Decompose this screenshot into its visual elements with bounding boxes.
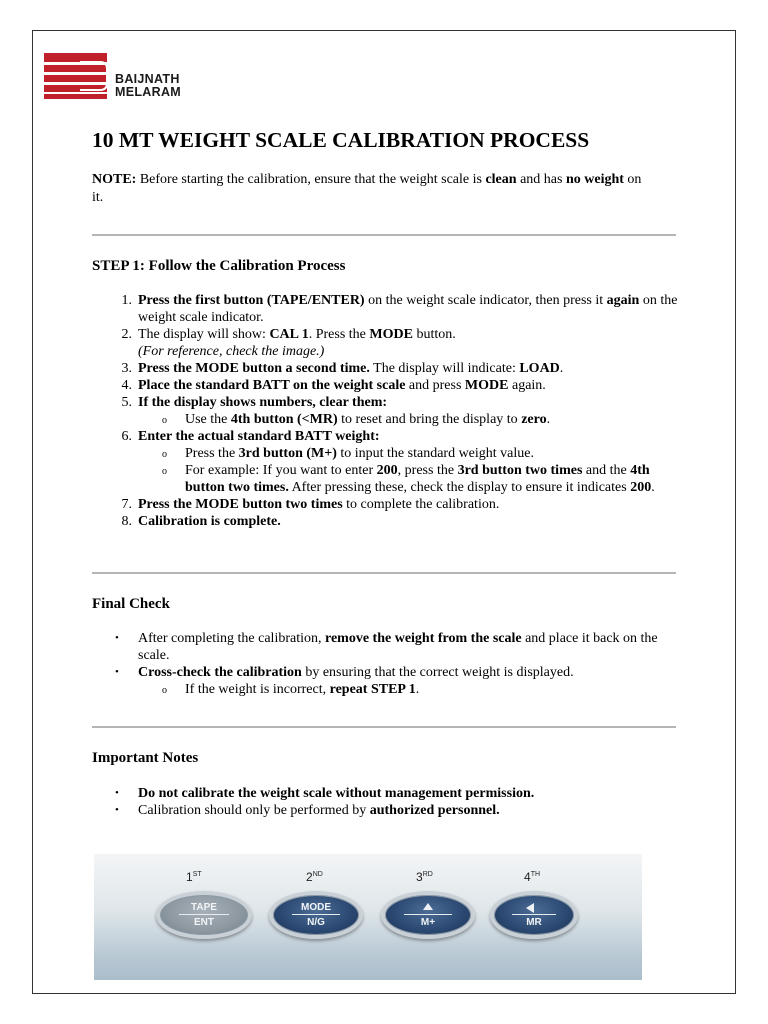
item-bold: Cross-check the calibration bbox=[138, 665, 302, 680]
item-bold: Press the MODE button two times bbox=[138, 497, 343, 512]
item-text: to complete the calibration. bbox=[342, 497, 500, 512]
item-bold: 4th button two times. bbox=[185, 463, 650, 495]
item-text: and place it back on the scale. bbox=[138, 631, 658, 663]
divider bbox=[92, 234, 676, 236]
sub-bullet: o bbox=[162, 685, 167, 696]
item-text: . Press the bbox=[308, 327, 370, 342]
final-check-heading: Final Check bbox=[92, 596, 170, 612]
item-bold: 200 bbox=[630, 480, 652, 495]
list-item bbox=[92, 513, 682, 530]
important-notes-heading: Important Notes bbox=[92, 750, 199, 766]
button-label-top: MODE bbox=[301, 902, 331, 913]
note-bold: clean bbox=[485, 172, 517, 187]
bullet: • bbox=[115, 787, 119, 799]
important-notes-list bbox=[92, 785, 682, 819]
item-text: . bbox=[415, 682, 420, 697]
item-bold: 200 bbox=[376, 463, 398, 478]
button-divider bbox=[292, 914, 340, 915]
item-text: . bbox=[651, 480, 655, 495]
item-bold: 3rd button (M+) bbox=[238, 446, 337, 461]
item-bold: MODE bbox=[464, 378, 509, 393]
item-text: to reset and bring the display to bbox=[337, 412, 522, 427]
item-bold: remove the weight from the scale bbox=[325, 631, 522, 646]
item-bold: Do not calibrate the weight scale without management permission. bbox=[138, 786, 535, 801]
list-item bbox=[92, 360, 682, 377]
step1-heading: STEP 1: Follow the Calibration Process bbox=[92, 258, 346, 274]
item-text: , press the bbox=[397, 463, 458, 478]
list-item bbox=[92, 664, 682, 681]
item-number: 3. bbox=[121, 361, 132, 376]
list-item bbox=[92, 394, 682, 411]
item-text: again. bbox=[508, 378, 546, 393]
item-bold: Enter the actual standard BATT weight: bbox=[138, 429, 380, 444]
item-text: on the weight scale indicator, then press it bbox=[364, 293, 607, 308]
item-number: 2. bbox=[121, 327, 132, 342]
ordinal-suffix: ND bbox=[312, 871, 323, 878]
button-2-ordinal bbox=[306, 870, 323, 884]
company-logo bbox=[44, 53, 194, 99]
item-text: For example: If you want to enter bbox=[185, 463, 377, 478]
logo-text bbox=[115, 73, 181, 99]
indicator-buttons-photo bbox=[94, 854, 642, 980]
divider bbox=[92, 726, 676, 728]
button-label-bottom: MR bbox=[526, 917, 542, 928]
list-item bbox=[92, 377, 682, 394]
item-number: 8. bbox=[121, 514, 132, 529]
item-text: . bbox=[559, 361, 564, 376]
item-bold: Calibration is complete. bbox=[138, 514, 281, 529]
sub-bullet: o bbox=[162, 466, 167, 477]
list-item bbox=[92, 785, 682, 802]
m-plus-button-image bbox=[381, 891, 475, 939]
item-bold: CAL 1 bbox=[269, 327, 309, 342]
item-text: on the weight scale indicator. bbox=[138, 293, 678, 325]
item-number: 4. bbox=[121, 378, 132, 393]
item-text: button. bbox=[412, 327, 456, 342]
list-item bbox=[92, 630, 682, 664]
logo-line-1: BAIJNATH bbox=[115, 72, 180, 86]
note-text: on it. bbox=[92, 172, 642, 205]
button-divider bbox=[512, 914, 557, 915]
item-text: The display will show: bbox=[138, 327, 270, 342]
item-text: After pressing these, check the display to ensure it indicates bbox=[288, 480, 631, 495]
list-item bbox=[92, 428, 682, 445]
item-bold: LOAD bbox=[519, 361, 560, 376]
sub-item bbox=[92, 462, 682, 496]
step1-list bbox=[92, 292, 682, 530]
item-bold: If the display shows numbers, clear them: bbox=[138, 395, 388, 410]
button-label-top: TAPE bbox=[191, 902, 217, 913]
mr-button-image bbox=[490, 891, 578, 939]
item-number: 6. bbox=[121, 429, 132, 444]
final-check-list bbox=[92, 630, 682, 698]
button-divider bbox=[179, 914, 228, 915]
item-text: Calibration should only be performed by bbox=[138, 803, 370, 818]
note-label: NOTE: bbox=[92, 172, 137, 187]
item-bold: again bbox=[606, 293, 640, 308]
item-number: 1. bbox=[121, 293, 132, 308]
note-text: Before starting the calibration, ensure that the weight scale is bbox=[136, 172, 486, 187]
item-bold: 3rd button two times bbox=[457, 463, 583, 478]
button-divider bbox=[404, 914, 452, 915]
item-bold: MODE bbox=[369, 327, 413, 342]
note-paragraph bbox=[92, 171, 652, 206]
sub-bullet: o bbox=[162, 415, 167, 426]
left-arrow-icon bbox=[526, 903, 534, 913]
sub-item bbox=[92, 445, 682, 462]
bullet: • bbox=[115, 666, 119, 678]
bullet: • bbox=[115, 632, 119, 644]
item-bold: authorized personnel. bbox=[369, 803, 500, 818]
item-text: The display will indicate: bbox=[369, 361, 520, 376]
item-bold: repeat STEP 1 bbox=[329, 682, 416, 697]
sub-item bbox=[92, 411, 682, 428]
sub-item bbox=[92, 681, 682, 698]
item-bold: zero bbox=[521, 412, 547, 427]
item-text: If the weight is incorrect, bbox=[185, 682, 330, 697]
note-text: and has bbox=[516, 172, 566, 187]
item-number: 5. bbox=[121, 395, 132, 410]
ordinal-number: 4 bbox=[524, 870, 531, 884]
item-text: and the bbox=[582, 463, 631, 478]
tape-enter-button-image bbox=[156, 891, 252, 939]
ordinal-suffix: ST bbox=[192, 871, 202, 878]
button-4-ordinal bbox=[524, 870, 540, 884]
item-text: to input the standard weight value. bbox=[336, 446, 534, 461]
page-title: 10 MT WEIGHT SCALE CALIBRATION PROCESS bbox=[92, 128, 590, 152]
list-item bbox=[92, 326, 682, 360]
divider bbox=[92, 572, 676, 574]
item-text: After completing the calibration, bbox=[138, 631, 325, 646]
list-item bbox=[92, 802, 682, 819]
mode-button-image bbox=[269, 891, 363, 939]
up-arrow-icon bbox=[423, 903, 433, 910]
item-text: . bbox=[546, 412, 551, 427]
button-1-ordinal bbox=[186, 870, 202, 884]
item-number: 7. bbox=[121, 497, 132, 512]
item-text: and press bbox=[405, 378, 465, 393]
note-bold: no weight bbox=[565, 172, 624, 187]
bullet: • bbox=[115, 804, 119, 816]
item-bold: Press the first button (TAPE/ENTER) bbox=[138, 293, 365, 308]
button-label-bottom: M+ bbox=[420, 917, 436, 928]
button-label-bottom: ENT bbox=[194, 917, 214, 928]
ordinal-number: 1 bbox=[186, 870, 193, 884]
logo-mark-icon bbox=[44, 53, 108, 99]
item-text: Press the bbox=[185, 446, 239, 461]
item-bold: 4th button (<MR) bbox=[230, 412, 338, 427]
item-text: by ensuring that the correct weight is displayed. bbox=[301, 665, 574, 680]
list-item bbox=[92, 496, 682, 513]
ordinal-number: 2 bbox=[306, 870, 313, 884]
list-item bbox=[92, 292, 682, 326]
item-bold: Press the MODE button a second time. bbox=[138, 361, 370, 376]
sub-bullet: o bbox=[162, 449, 167, 460]
item-text: Use the bbox=[185, 412, 231, 427]
ordinal-number: 3 bbox=[416, 870, 423, 884]
item-bold: Place the standard BATT on the weight scale bbox=[138, 378, 406, 393]
logo-line-2: MELARAM bbox=[115, 85, 181, 99]
button-label-bottom: N/G bbox=[307, 917, 325, 928]
item-italic: (For reference, check the image.) bbox=[138, 344, 325, 359]
ordinal-suffix: TH bbox=[530, 871, 541, 878]
ordinal-suffix: RD bbox=[422, 871, 433, 878]
button-3-ordinal bbox=[416, 870, 433, 884]
